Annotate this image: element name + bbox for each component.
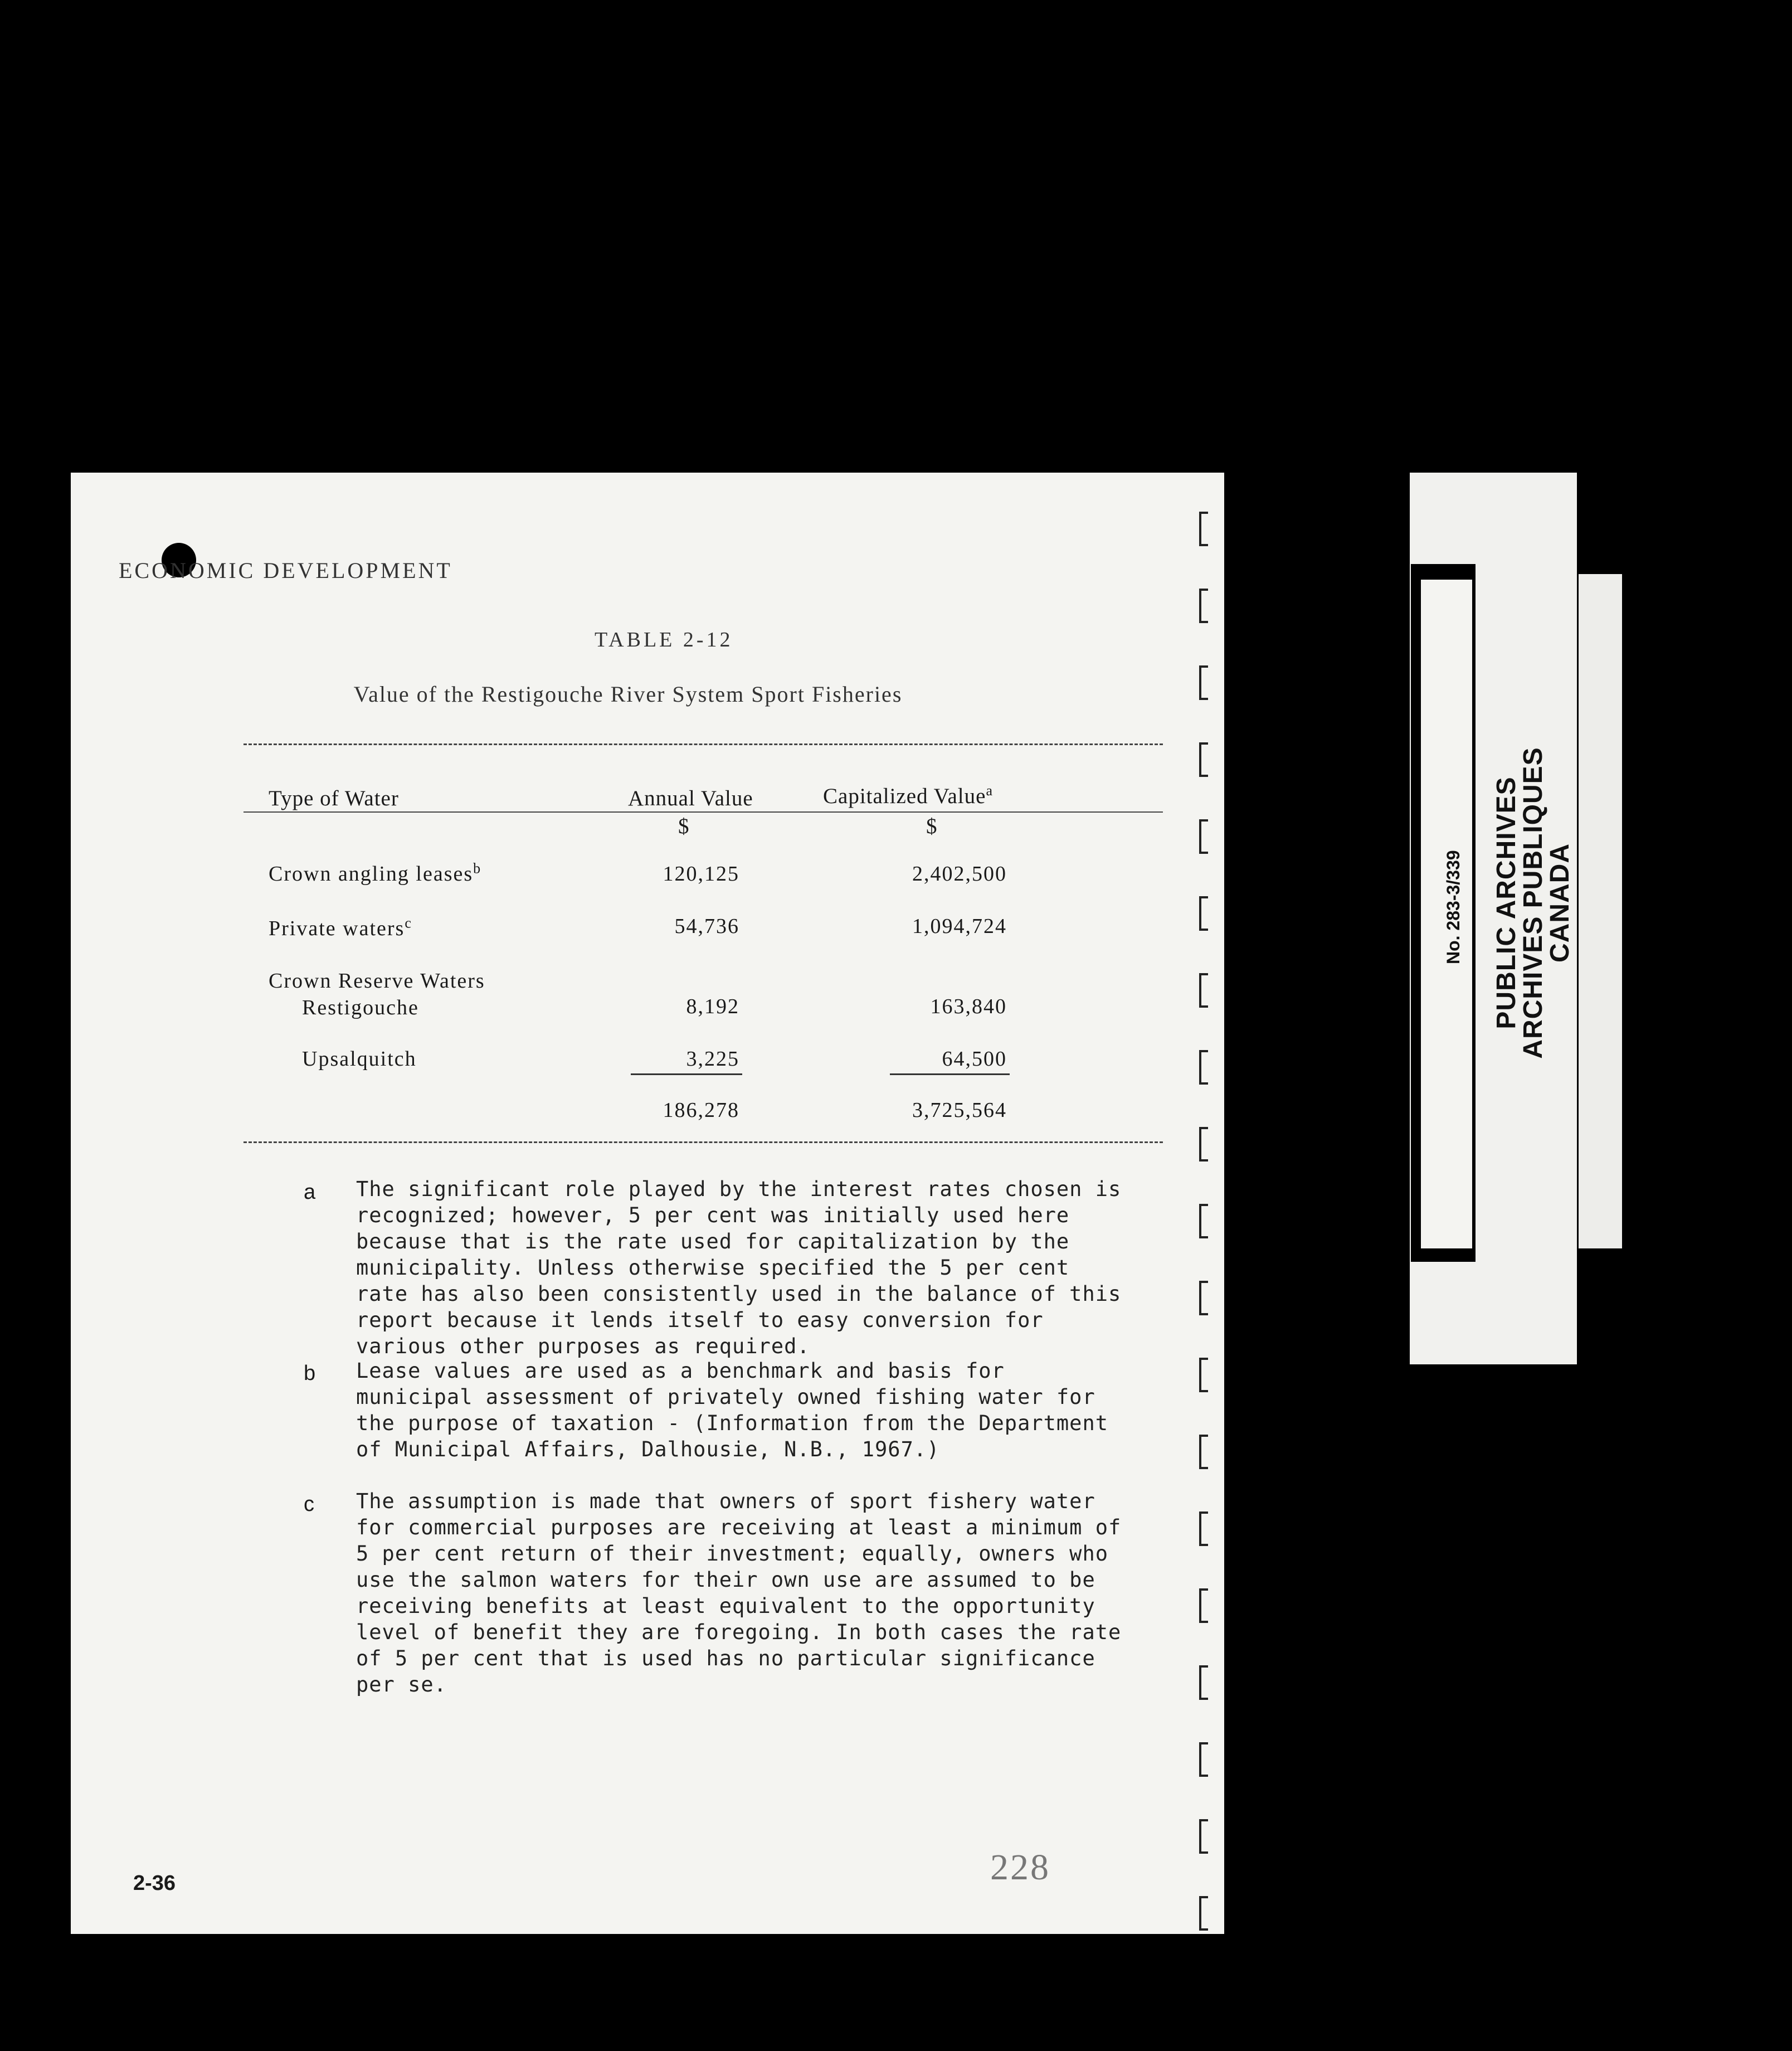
- row-label-upsalquitch: Upsalquitch: [302, 1047, 417, 1071]
- cell-annual-crown-angling: 120,125: [663, 862, 739, 886]
- table-number: TABLE 2-12: [595, 628, 733, 652]
- row-label-crown-angling: [269, 862, 481, 886]
- binding-mark: [1199, 1204, 1208, 1238]
- stamp-number: 228: [990, 1847, 1050, 1888]
- row-label-private-text: Private waters: [269, 917, 405, 940]
- subtotal-rule-annual: [631, 1073, 742, 1075]
- binding-marks: [1199, 512, 1227, 1933]
- footnote-b-letter: b: [304, 1362, 316, 1385]
- data-table: [71, 473, 1224, 1141]
- binding-mark: [1199, 819, 1208, 854]
- binding-mark: [1199, 1819, 1208, 1854]
- annual-unit: $: [678, 814, 690, 838]
- cell-capitalized-crown-angling: 2,402,500: [912, 862, 1007, 886]
- binding-mark: [1199, 1050, 1208, 1085]
- document-page: [71, 473, 1224, 1934]
- row-label-private: [269, 916, 412, 941]
- cell-capitalized-restigouche: 163,840: [930, 995, 1007, 1018]
- footnote-a-letter: a: [304, 1180, 316, 1204]
- footnote-ref-b: b: [473, 860, 482, 877]
- archive-line-1: PUBLIC ARCHIVES: [1492, 776, 1521, 1029]
- document-header: ECONOMIC DEVELOPMENT: [119, 558, 452, 583]
- cell-annual-private: 54,736: [674, 915, 739, 938]
- footnote-ref-a: a: [986, 783, 993, 799]
- table-title: Value of the Restigouche River System Sport Fisheries: [353, 682, 903, 707]
- row-label-restigouche: Restigouche: [302, 996, 419, 1019]
- binding-mark: [1199, 1742, 1208, 1777]
- cell-capitalized-total: 3,725,564: [912, 1099, 1007, 1122]
- binding-mark: [1199, 1358, 1208, 1392]
- binding-mark: [1199, 1665, 1208, 1700]
- archive-card-number: No. 283-3/339: [1443, 850, 1463, 964]
- footnote-c-letter: c: [304, 1493, 314, 1516]
- cell-annual-restigouche: 8,192: [686, 995, 739, 1018]
- binding-mark: [1199, 973, 1208, 1008]
- binding-mark: [1199, 1435, 1208, 1469]
- archive-line-3: CANADA: [1545, 843, 1575, 963]
- subtotal-rule-capitalized: [890, 1073, 1010, 1075]
- archive-card-strip: [1579, 574, 1622, 1248]
- binding-mark: [1199, 742, 1208, 777]
- table-bottom-rule: [244, 1141, 1163, 1143]
- footnote-b-text: Lease values are used as a benchmark and basis for municipal assessment of privately owned fishing water for the purpose of taxation - (Information from the Department of Municipal Affairs, Dalhousie, N.B., 1967.): [356, 1359, 1109, 1461]
- header-rule: [244, 811, 1163, 813]
- row-heading-crown-reserve: Crown Reserve Waters: [269, 969, 485, 993]
- binding-mark: [1199, 1127, 1208, 1161]
- binding-mark: [1199, 589, 1208, 623]
- page-number: 2-36: [133, 1872, 176, 1895]
- footnote-c-text: The assumption is made that owners of sport fishery water for commercial purposes are receiving at least a minimum of 5 per cent return of their investment; equally, owners who use the salmon waters for their own use are assumed to be receiving benefits at least equivalent to the opportunity level of benefit they are foregoing. In both cases the rate of 5 per cent that is used has no particular significance per se.: [356, 1489, 1122, 1697]
- binding-mark: [1199, 1511, 1208, 1546]
- binding-mark: [1199, 1281, 1208, 1315]
- footnote-ref-c: c: [405, 915, 412, 931]
- column-header-annual: Annual Value: [628, 786, 753, 810]
- archive-lines: [1493, 736, 1574, 1070]
- binding-mark: [1199, 1896, 1208, 1931]
- binding-mark: [1199, 896, 1208, 931]
- footnote-a-text: The significant role played by the interest rates chosen is recognized; however, 5 per cent was initially used here because that is the rate used for capitalization by the municipality. Unless otherwise specified the 5 per cent rate has also been consistently used in the balance of this report because it lends itself to easy conversion for various other purposes as required.: [356, 1177, 1122, 1358]
- binding-mark: [1199, 1588, 1208, 1623]
- binding-mark: [1199, 665, 1208, 700]
- cell-annual-total: 186,278: [663, 1099, 739, 1122]
- column-header-capitalized: [823, 784, 993, 809]
- row-label-crown-angling-text: Crown angling leases: [269, 862, 474, 886]
- capitalized-unit: $: [926, 814, 938, 838]
- cell-annual-upsalquitch: 3,225: [686, 1047, 739, 1071]
- archive-line-2: ARCHIVES PUBLIQUES: [1518, 747, 1548, 1059]
- cell-capitalized-private: 1,094,724: [912, 915, 1007, 938]
- binding-mark: [1199, 512, 1208, 546]
- column-header-capitalized-label: Capitalized Value: [823, 784, 986, 808]
- cell-capitalized-upsalquitch: 64,500: [942, 1047, 1007, 1071]
- column-header-type: Type of Water: [269, 786, 399, 810]
